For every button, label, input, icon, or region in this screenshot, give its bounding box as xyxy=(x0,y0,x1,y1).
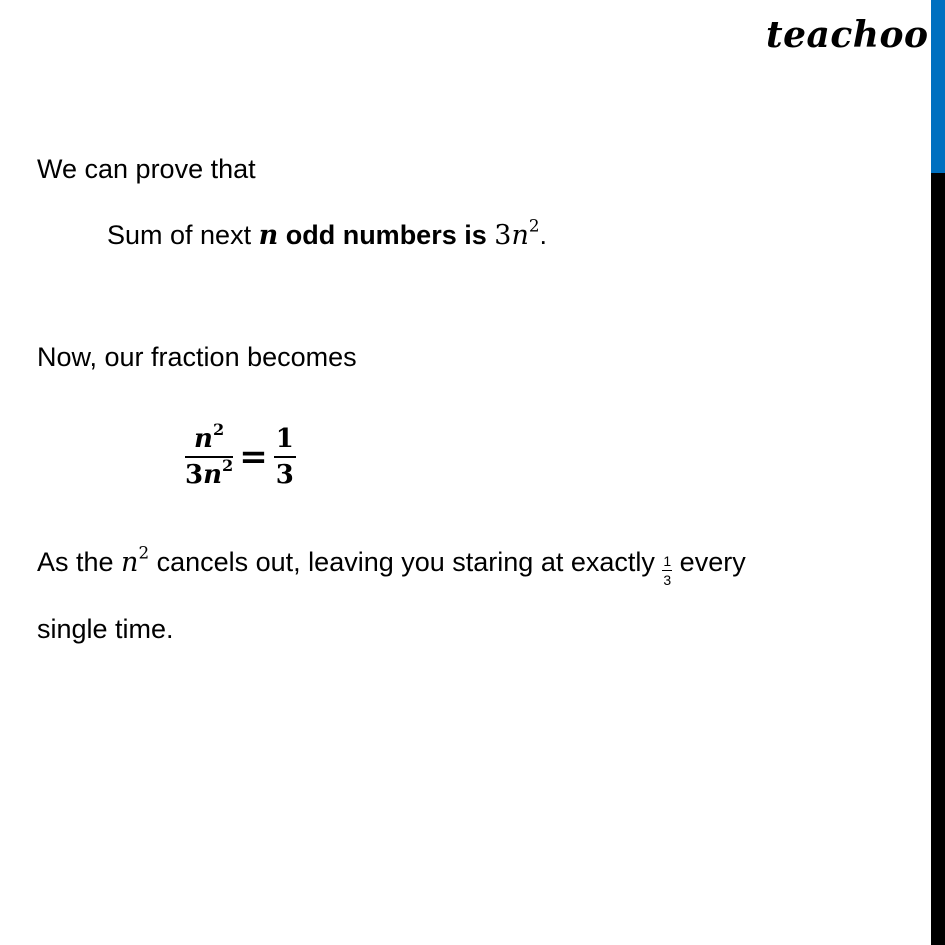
lhs-den-var: n xyxy=(203,460,222,490)
rhs-num: 1 xyxy=(274,424,296,458)
rhs-fraction xyxy=(274,424,296,490)
rhs-den: 3 xyxy=(275,460,294,490)
sum-bold-text: odd numbers is xyxy=(278,220,495,250)
sum-statement xyxy=(107,215,547,251)
lhs-den-coef: 3 xyxy=(185,460,204,490)
inline-fraction xyxy=(662,554,672,589)
var-n: n xyxy=(258,220,279,251)
math-var: n xyxy=(511,220,529,251)
lhs-fraction xyxy=(185,419,234,490)
teachoo-logo: teachoo xyxy=(766,14,929,56)
inline-frac-num: 1 xyxy=(662,554,672,571)
math-coef: 3 xyxy=(494,220,512,251)
explain-suffix: every xyxy=(672,547,746,577)
explain-middle: cancels out, leaving you staring at exactly xyxy=(149,547,663,577)
explain-prefix: As the xyxy=(37,547,122,577)
lhs-den-exp: 2 xyxy=(222,455,234,475)
lhs-num-var: n xyxy=(194,424,213,454)
explanation-line-2: single time. xyxy=(37,614,174,644)
math-exp: 2 xyxy=(528,215,540,236)
lhs-num-exp: 2 xyxy=(212,419,225,439)
equals-sign: = xyxy=(239,437,268,477)
fraction-intro: Now, our fraction becomes xyxy=(37,342,357,372)
fraction-equation xyxy=(185,419,296,490)
sum-prefix: Sum of next xyxy=(107,220,259,250)
intro-text: We can prove that xyxy=(37,154,256,184)
sum-suffix: . xyxy=(539,220,547,250)
inline-frac-den: 3 xyxy=(663,572,672,588)
explain-var: n xyxy=(121,547,139,578)
side-bar-accent xyxy=(931,0,945,173)
explain-exp: 2 xyxy=(138,542,150,563)
explanation-line xyxy=(37,542,746,588)
